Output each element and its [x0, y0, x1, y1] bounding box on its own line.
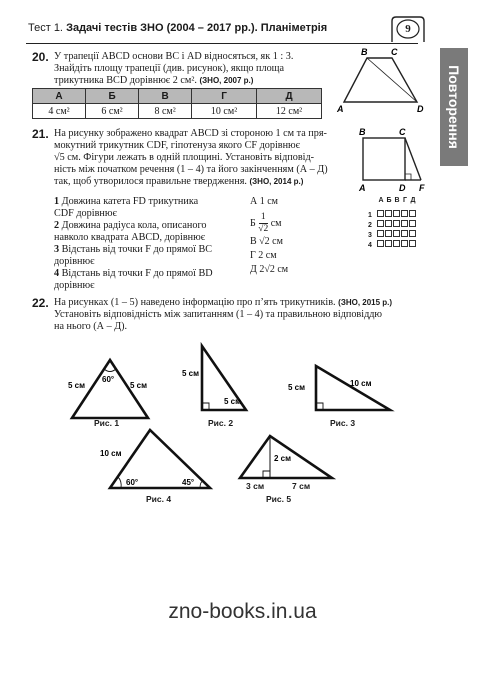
task20-line: У трапеції ABCD основи BC і AD відносяться, як 1 : 3. — [54, 51, 294, 62]
side-tab-label: Повторення — [446, 65, 462, 149]
vertex-d-label: D — [399, 183, 406, 193]
statement-item — [54, 220, 244, 232]
option-letter: А — [250, 196, 258, 207]
side-label-bottom: 5 см — [224, 397, 242, 406]
statement-text: Відстань від точки F до прямої BC — [61, 244, 213, 255]
grid-header-letter: Д — [410, 197, 416, 204]
side-label-hypotenuse: 10 см — [350, 379, 372, 388]
task22-text — [54, 297, 434, 333]
statement-number: 2 — [54, 220, 60, 231]
option-letter: Г — [250, 250, 256, 261]
figure-3-triangle — [282, 360, 402, 420]
statement-number: 4 — [54, 268, 60, 279]
statement-continuation: дорівнює — [54, 280, 95, 291]
figure-4-caption: Рис. 4 — [146, 494, 172, 504]
task21-source: (ЗНО, 2014 р.) — [249, 177, 304, 186]
answer-checkbox[interactable] — [393, 240, 400, 247]
figure-3-caption: Рис. 3 — [330, 418, 356, 428]
grid-row-number: 3 — [368, 232, 372, 239]
option-text: 2√2 см — [259, 264, 289, 275]
figure-1-caption: Рис. 1 — [94, 418, 120, 428]
task20-line: Знайдіть площу трапеції (див. рисунок), якщо площа — [54, 63, 285, 74]
statement-number: 3 — [54, 244, 60, 255]
grid-row — [368, 224, 417, 239]
vertex-b-label: B — [361, 47, 368, 57]
statement-text: Довжина катета FD трикутника — [61, 196, 199, 207]
option-item — [250, 264, 350, 278]
grid-row-number: 4 — [368, 242, 372, 249]
vertex-a-label: A — [337, 104, 344, 114]
grid-row — [368, 204, 417, 219]
option-item — [250, 196, 350, 210]
grid-header — [368, 197, 417, 204]
answer-checkbox[interactable] — [401, 240, 408, 247]
figure-4-triangle — [96, 426, 216, 496]
statement-text: Відстань від точки F до прямої BD — [61, 268, 213, 279]
trapezoid-outline — [344, 58, 417, 102]
vertex-c-label: C — [391, 47, 398, 57]
answer-value-cell: 12 см² — [257, 104, 322, 119]
answer-value-cell: 6 см² — [86, 104, 139, 119]
grid-row-number: 2 — [368, 222, 372, 229]
option-letter: Д — [250, 264, 257, 275]
task21-number: 21. — [32, 127, 49, 141]
task20-line-text: трикутника BCD дорівнює 2 см². — [54, 75, 197, 86]
option-text: √2 см — [259, 236, 283, 247]
site-watermark: zno-books.in.ua — [168, 600, 317, 623]
option-text: 2 см — [258, 250, 277, 261]
task21-line-text: так, щоб утворилося правильне твердження. — [54, 176, 247, 187]
option-text: 1 см — [259, 196, 279, 207]
figure-5-caption: Рис. 5 — [266, 494, 292, 504]
answer-value-cell: 4 см² — [33, 104, 86, 119]
height-label: 2 см — [274, 454, 292, 463]
answer-header-cell: А — [33, 89, 86, 104]
task21-answer-grid — [368, 197, 417, 249]
answer-checkbox[interactable] — [377, 240, 384, 247]
grid-row-number: 1 — [368, 212, 372, 219]
answer-header-cell: В — [139, 89, 192, 104]
grid-row — [368, 214, 417, 229]
header-prefix: Тест 1. — [28, 22, 63, 34]
statement-text: Довжина радіуса кола, описаного — [61, 220, 207, 231]
answer-table-header-row — [33, 89, 322, 104]
task20-trapezoid-figure — [335, 44, 430, 114]
task20-line — [54, 75, 354, 87]
option-item — [250, 250, 350, 264]
task21-line: ність між початком речення (1 – 4) та його закінченням (А – Д) — [54, 164, 328, 175]
task20-number: 20. — [32, 50, 49, 64]
task21-line: мокутний трикутник CDF, гіпотенуза якого CF дорівнює — [54, 140, 301, 151]
statement-item — [54, 244, 244, 256]
figure-2-caption: Рис. 2 — [208, 418, 234, 428]
task21-square-figure — [355, 126, 435, 194]
grid-header-letter: Г — [403, 197, 407, 204]
answer-header-cell: Г — [192, 89, 257, 104]
statement-continuation: навколо квадрата ABCD, дорівнює — [54, 232, 206, 243]
answer-value-cell: 8 см² — [139, 104, 192, 119]
angle-label-left: 60° — [126, 478, 139, 487]
segment-label-left: 3 см — [246, 481, 265, 491]
task20-answer-table — [32, 88, 322, 119]
answer-table-value-row — [33, 104, 322, 119]
statement-item — [54, 196, 244, 208]
triangle-outline — [110, 430, 210, 488]
option-unit: см — [270, 217, 282, 229]
vertex-f-label: F — [419, 183, 425, 193]
task20-source: (ЗНО, 2007 р.) — [199, 76, 254, 85]
task21-text — [54, 128, 359, 188]
figure-5-triangle — [236, 432, 336, 488]
task22-line: Установіть відповідність між запитанням (1 – 4) та правильною відповіддю — [54, 309, 383, 320]
side-label-left: 5 см — [288, 383, 306, 392]
side-label-left: 5 см — [182, 369, 200, 378]
answer-checkbox[interactable] — [409, 240, 416, 247]
option-item — [250, 236, 350, 250]
task21-options — [250, 196, 350, 278]
right-angle-mark — [405, 174, 411, 180]
angle-label-right: 45° — [182, 478, 195, 487]
task22-source: (ЗНО, 2015 р.) — [338, 298, 393, 307]
vertex-b-label: B — [359, 127, 366, 137]
task22-number: 22. — [32, 296, 49, 310]
vertex-d-label: D — [417, 104, 424, 114]
option-item — [250, 210, 350, 236]
segment-label-right: 7 см — [292, 481, 311, 491]
answer-header-cell: Д — [257, 89, 322, 104]
figure-2-triangle — [176, 340, 256, 420]
statement-continuation: дорівнює — [54, 256, 95, 267]
vertex-a-label: A — [359, 183, 366, 193]
side-section-tab — [440, 48, 468, 166]
task21-line: На рисунку зображено квадрат ABCD зі стороною 1 см та пря- — [54, 128, 327, 139]
fraction-numerator: 1 — [260, 211, 266, 222]
page-number: 9 — [405, 23, 411, 35]
answer-checkbox[interactable] — [385, 240, 392, 247]
angle-arc-left — [118, 477, 121, 488]
triangle-outline — [316, 366, 390, 410]
option-letter: В — [250, 236, 257, 247]
statement-number: 1 — [54, 196, 60, 207]
task22-line — [54, 297, 434, 309]
task21-line: √5 см. Фігури лежать в одній площині. Установіть відповід- — [54, 152, 315, 163]
side-label-right: 5 см — [130, 381, 148, 390]
square-abcd — [363, 138, 405, 180]
fraction — [258, 212, 268, 235]
header-title: Задачі тестів ЗНО (2004 – 2017 рр.). Планіметрія — [66, 22, 328, 34]
task22-line: на нього (А – Д). — [54, 321, 128, 332]
fraction-denominator: √2 — [258, 223, 269, 234]
grid-header-letter: А — [378, 197, 384, 204]
side-label: 10 см — [100, 449, 122, 458]
task21-line — [54, 176, 359, 188]
page-number-badge — [390, 15, 426, 43]
vertex-c-label: C — [399, 127, 406, 137]
answer-header-cell: Б — [86, 89, 139, 104]
statement-continuation: CDF дорівнює — [54, 208, 117, 219]
task22-line-text: На рисунках (1 – 5) наведено інформацію про п’ять трикутників. — [54, 297, 336, 308]
angle-label: 60° — [102, 375, 115, 384]
option-letter: Б — [250, 217, 256, 229]
task21-statements — [54, 196, 244, 292]
answer-value-cell: 10 см² — [192, 104, 257, 119]
side-label-left: 5 см — [68, 381, 86, 390]
page-header — [28, 22, 327, 34]
grid-header-letter: В — [394, 197, 400, 204]
grid-row — [368, 234, 417, 249]
trapezoid-diagonal-bd — [367, 58, 417, 102]
grid-header-letter: Б — [386, 197, 392, 204]
task20-text — [54, 51, 354, 87]
statement-item — [54, 268, 244, 280]
angle-arc — [104, 369, 116, 372]
